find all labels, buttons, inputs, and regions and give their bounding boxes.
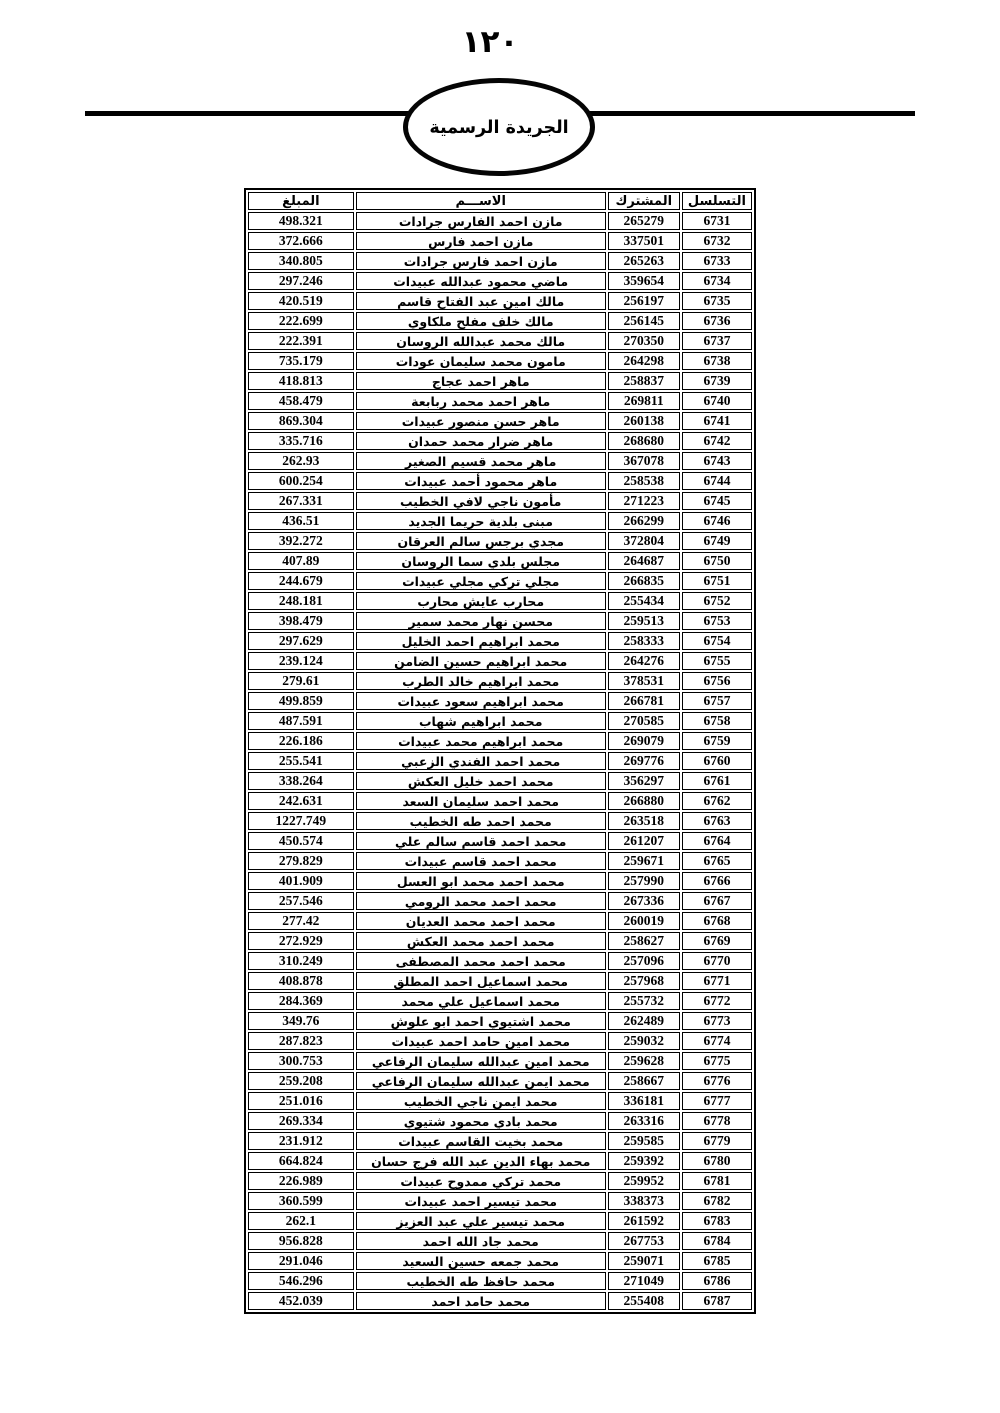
cell-name: محمد ابراهيم خالد الطرب: [356, 672, 606, 690]
cell-subscriber: 336181: [608, 1092, 680, 1110]
cell-serial: 6771: [682, 972, 752, 990]
table-row: [248, 992, 752, 1010]
table-row: [248, 212, 752, 230]
cell-name: ماهر ضرار محمد حمدان: [356, 432, 606, 450]
cell-amount: 272.929: [248, 932, 354, 950]
cell-name: محمد تيسير احمد عبيدات: [356, 1192, 606, 1210]
cell-serial: 6741: [682, 412, 752, 430]
cell-amount: 398.479: [248, 612, 354, 630]
cell-subscriber: 258333: [608, 632, 680, 650]
cell-serial: 6774: [682, 1032, 752, 1050]
cell-name: محمد احمد محمد ابو العسل: [356, 872, 606, 890]
table-row: [248, 1072, 752, 1090]
table-row: [248, 792, 752, 810]
cell-name: محمد اسماعيل احمد المطلق: [356, 972, 606, 990]
cell-subscriber: 260019: [608, 912, 680, 930]
table-row: [248, 1292, 752, 1310]
table-row: [248, 1132, 752, 1150]
cell-serial: 6739: [682, 372, 752, 390]
cell-subscriber: 259071: [608, 1252, 680, 1270]
cell-serial: 6776: [682, 1072, 752, 1090]
cell-amount: 242.631: [248, 792, 354, 810]
cell-name: مجدي برجس سالم العرقان: [356, 532, 606, 550]
cell-serial: 6752: [682, 592, 752, 610]
cell-subscriber: 256145: [608, 312, 680, 330]
cell-subscriber: 266781: [608, 692, 680, 710]
cell-subscriber: 255408: [608, 1292, 680, 1310]
table-row: [248, 712, 752, 730]
cell-subscriber: 258627: [608, 932, 680, 950]
cell-name: محمد ابراهيم سعود عبيدات: [356, 692, 606, 710]
gazette-seal: [403, 78, 595, 176]
cell-subscriber: 258837: [608, 372, 680, 390]
table-row: [248, 392, 752, 410]
cell-subscriber: 255434: [608, 592, 680, 610]
cell-name: محمد ابراهيم شهاب: [356, 712, 606, 730]
table-row: [248, 552, 752, 570]
cell-serial: 6769: [682, 932, 752, 950]
table-header-row: [248, 192, 752, 210]
cell-serial: 6782: [682, 1192, 752, 1210]
cell-serial: 6732: [682, 232, 752, 250]
table-row: [248, 832, 752, 850]
cell-name: محمد احمد طه الخطيب: [356, 812, 606, 830]
cell-name: محمد اسماعيل علي محمد: [356, 992, 606, 1010]
table-row: [248, 932, 752, 950]
cell-amount: 279.829: [248, 852, 354, 870]
table-row: [248, 872, 752, 890]
cell-amount: 297.246: [248, 272, 354, 290]
table-row: [248, 812, 752, 830]
table-row: [248, 312, 752, 330]
cell-name: محمد بادي محمود شتيوي: [356, 1112, 606, 1130]
cell-serial: 6762: [682, 792, 752, 810]
cell-amount: 262.93: [248, 452, 354, 470]
cell-name: محمد بهاء الدين عبد الله فرج حسان: [356, 1152, 606, 1170]
table-row: [248, 1152, 752, 1170]
cell-serial: 6754: [682, 632, 752, 650]
cell-name: محمد بخيت القاسم عبيدات: [356, 1132, 606, 1150]
table-row: [248, 532, 752, 550]
cell-subscriber: 259952: [608, 1172, 680, 1190]
table-row: [248, 632, 752, 650]
cell-amount: 287.823: [248, 1032, 354, 1050]
cell-name: ماهر حسن منصور عبيدات: [356, 412, 606, 430]
table-row: [248, 1172, 752, 1190]
table-row: [248, 772, 752, 790]
cell-subscriber: 270585: [608, 712, 680, 730]
cell-name: ماهر احمد عجاج: [356, 372, 606, 390]
cell-name: محمد جمعه حسين السعيد: [356, 1252, 606, 1270]
table-row: [248, 1112, 752, 1130]
cell-subscriber: 263316: [608, 1112, 680, 1130]
cell-amount: 277.42: [248, 912, 354, 930]
cell-serial: 6733: [682, 252, 752, 270]
table-row: [248, 612, 752, 630]
cell-subscriber: 257968: [608, 972, 680, 990]
cell-serial: 6770: [682, 952, 752, 970]
cell-amount: 420.519: [248, 292, 354, 310]
cell-subscriber: 367078: [608, 452, 680, 470]
cell-subscriber: 271223: [608, 492, 680, 510]
table-row: [248, 572, 752, 590]
cell-subscriber: 267336: [608, 892, 680, 910]
cell-amount: 284.369: [248, 992, 354, 1010]
cell-subscriber: 269811: [608, 392, 680, 410]
cell-serial: 6777: [682, 1092, 752, 1110]
cell-subscriber: 265279: [608, 212, 680, 230]
cell-serial: 6742: [682, 432, 752, 450]
cell-amount: 458.479: [248, 392, 354, 410]
cell-serial: 6764: [682, 832, 752, 850]
cell-amount: 664.824: [248, 1152, 354, 1170]
cell-name: محمد اشتيوي احمد ابو علوش: [356, 1012, 606, 1030]
cell-subscriber: 257096: [608, 952, 680, 970]
table-row: [248, 672, 752, 690]
cell-amount: 222.391: [248, 332, 354, 350]
cell-serial: 6755: [682, 652, 752, 670]
table-row: [248, 852, 752, 870]
cell-name: محمد امين حامد احمد عبيدات: [356, 1032, 606, 1050]
cell-subscriber: 266880: [608, 792, 680, 810]
cell-subscriber: 259671: [608, 852, 680, 870]
cell-subscriber: 265263: [608, 252, 680, 270]
cell-serial: 6743: [682, 452, 752, 470]
cell-amount: 401.909: [248, 872, 354, 890]
cell-serial: 6778: [682, 1112, 752, 1130]
table-row: [248, 1212, 752, 1230]
table-row: [248, 972, 752, 990]
cell-name: مازن احمد فارس: [356, 232, 606, 250]
cell-serial: 6738: [682, 352, 752, 370]
cell-amount: 239.124: [248, 652, 354, 670]
cell-amount: 418.813: [248, 372, 354, 390]
page-number: ١٢٠: [461, 24, 519, 60]
cell-serial: 6779: [682, 1132, 752, 1150]
cell-amount: 269.334: [248, 1112, 354, 1130]
cell-amount: 956.828: [248, 1232, 354, 1250]
cell-name: ماهر محمود أحمد عبيدات: [356, 472, 606, 490]
cell-amount: 869.304: [248, 412, 354, 430]
cell-subscriber: 260138: [608, 412, 680, 430]
table-row: [248, 1252, 752, 1270]
cell-subscriber: 258667: [608, 1072, 680, 1090]
cell-amount: 450.574: [248, 832, 354, 850]
table-row: [248, 372, 752, 390]
cell-name: محمد احمد الفندي الزعبي: [356, 752, 606, 770]
cell-name: محمد ايمن عبدالله سليمان الرفاعي: [356, 1072, 606, 1090]
cell-amount: 487.591: [248, 712, 354, 730]
cell-amount: 226.989: [248, 1172, 354, 1190]
cell-name: محمد تركي ممدوح عبيدات: [356, 1172, 606, 1190]
cell-subscriber: 266299: [608, 512, 680, 530]
cell-subscriber: 264276: [608, 652, 680, 670]
cell-serial: 6773: [682, 1012, 752, 1030]
cell-serial: 6744: [682, 472, 752, 490]
col-header-serial: التسلسل: [682, 192, 752, 210]
cell-amount: 735.179: [248, 352, 354, 370]
cell-amount: 392.272: [248, 532, 354, 550]
cell-subscriber: 262489: [608, 1012, 680, 1030]
cell-serial: 6746: [682, 512, 752, 530]
table-row: [248, 472, 752, 490]
cell-serial: 6760: [682, 752, 752, 770]
cell-subscriber: 271049: [608, 1272, 680, 1290]
table-row: [248, 1052, 752, 1070]
cell-name: مالك محمد عبدالله الروسان: [356, 332, 606, 350]
cell-amount: 436.51: [248, 512, 354, 530]
cell-serial: 6737: [682, 332, 752, 350]
table-row: [248, 272, 752, 290]
cell-amount: 297.629: [248, 632, 354, 650]
cell-amount: 546.296: [248, 1272, 354, 1290]
cell-amount: 251.016: [248, 1092, 354, 1110]
table-row: [248, 412, 752, 430]
table-row: [248, 232, 752, 250]
cell-serial: 6736: [682, 312, 752, 330]
cell-amount: 499.859: [248, 692, 354, 710]
cell-amount: 498.321: [248, 212, 354, 230]
table-row: [248, 652, 752, 670]
cell-name: محارب عايش محارب: [356, 592, 606, 610]
cell-serial: 6786: [682, 1272, 752, 1290]
table-body: [248, 212, 752, 1310]
cell-amount: 255.541: [248, 752, 354, 770]
cell-amount: 600.254: [248, 472, 354, 490]
cell-serial: 6763: [682, 812, 752, 830]
cell-serial: 6761: [682, 772, 752, 790]
table-row: [248, 752, 752, 770]
cell-amount: 244.679: [248, 572, 354, 590]
cell-serial: 6757: [682, 692, 752, 710]
cell-subscriber: 337501: [608, 232, 680, 250]
table-row: [248, 432, 752, 450]
cell-amount: 1227.749: [248, 812, 354, 830]
cell-serial: 6780: [682, 1152, 752, 1170]
cell-serial: 6758: [682, 712, 752, 730]
table-row: [248, 592, 752, 610]
cell-name: محمد جاد الله احمد: [356, 1232, 606, 1250]
cell-name: ماضي محمود عبدالله عبيدات: [356, 272, 606, 290]
cell-serial: 6756: [682, 672, 752, 690]
cell-serial: 6740: [682, 392, 752, 410]
cell-amount: 408.878: [248, 972, 354, 990]
table-row: [248, 292, 752, 310]
cell-name: محمد ابراهيم حسين الضامن: [356, 652, 606, 670]
cell-subscriber: 264298: [608, 352, 680, 370]
cell-name: مبنى بلدية حريما الجديد: [356, 512, 606, 530]
cell-amount: 360.599: [248, 1192, 354, 1210]
cell-amount: 222.699: [248, 312, 354, 330]
cell-subscriber: 259032: [608, 1032, 680, 1050]
cell-name: محمد احمد خليل العكش: [356, 772, 606, 790]
table-row: [248, 1192, 752, 1210]
cell-amount: 300.753: [248, 1052, 354, 1070]
cell-name: محمد ابراهيم احمد الخليل: [356, 632, 606, 650]
table-row: [248, 692, 752, 710]
cell-name: مالك خلف مفلح ملكاوي: [356, 312, 606, 330]
cell-serial: 6759: [682, 732, 752, 750]
cell-name: محمد احمد قاسم عبيدات: [356, 852, 606, 870]
cell-subscriber: 356297: [608, 772, 680, 790]
table-row: [248, 452, 752, 470]
cell-name: مجلي تركي مجلي عبيدات: [356, 572, 606, 590]
table-row: [248, 1092, 752, 1110]
cell-serial: 6775: [682, 1052, 752, 1070]
cell-serial: 6781: [682, 1172, 752, 1190]
cell-amount: 338.264: [248, 772, 354, 790]
gazette-title: الجريدة الرسمية: [429, 118, 569, 138]
cell-amount: 340.805: [248, 252, 354, 270]
cell-subscriber: 267753: [608, 1232, 680, 1250]
cell-name: محمد حافظ طه الخطيب: [356, 1272, 606, 1290]
cell-amount: 291.046: [248, 1252, 354, 1270]
cell-amount: 231.912: [248, 1132, 354, 1150]
cell-name: محمد احمد سليمان السعد: [356, 792, 606, 810]
cell-subscriber: 264687: [608, 552, 680, 570]
table-row: [248, 892, 752, 910]
cell-amount: 407.89: [248, 552, 354, 570]
cell-subscriber: 259513: [608, 612, 680, 630]
cell-amount: 267.331: [248, 492, 354, 510]
cell-subscriber: 372804: [608, 532, 680, 550]
cell-subscriber: 266835: [608, 572, 680, 590]
table-row: [248, 1272, 752, 1290]
cell-subscriber: 338373: [608, 1192, 680, 1210]
cell-name: محمد احمد قاسم سالم علي: [356, 832, 606, 850]
table-row: [248, 912, 752, 930]
col-header-subscriber: المشترك: [608, 192, 680, 210]
cell-name: ماهر احمد محمد ربابعة: [356, 392, 606, 410]
cell-subscriber: 255732: [608, 992, 680, 1010]
cell-subscriber: 359654: [608, 272, 680, 290]
cell-subscriber: 269776: [608, 752, 680, 770]
cell-name: مامون محمد سليمان عودات: [356, 352, 606, 370]
cell-name: محمد امين عبدالله سليمان الرفاعي: [356, 1052, 606, 1070]
cell-subscriber: 268680: [608, 432, 680, 450]
cell-name: مازن احمد فارس جرادات: [356, 252, 606, 270]
cell-subscriber: 259392: [608, 1152, 680, 1170]
cell-subscriber: 261207: [608, 832, 680, 850]
cell-amount: 310.249: [248, 952, 354, 970]
cell-serial: 6772: [682, 992, 752, 1010]
cell-subscriber: 269079: [608, 732, 680, 750]
table-row: [248, 252, 752, 270]
cell-serial: 6787: [682, 1292, 752, 1310]
cell-name: محمد احمد محمد المصطفى: [356, 952, 606, 970]
cell-serial: 6768: [682, 912, 752, 930]
cell-amount: 226.186: [248, 732, 354, 750]
cell-name: محمد حامد احمد: [356, 1292, 606, 1310]
cell-serial: 6765: [682, 852, 752, 870]
cell-subscriber: 263518: [608, 812, 680, 830]
cell-serial: 6745: [682, 492, 752, 510]
subscribers-table: [244, 188, 756, 1314]
cell-serial: 6766: [682, 872, 752, 890]
cell-serial: 6784: [682, 1232, 752, 1250]
cell-amount: 257.546: [248, 892, 354, 910]
table-row: [248, 1232, 752, 1250]
cell-name: محمد ايمن ناجي الخطيب: [356, 1092, 606, 1110]
table-row: [248, 492, 752, 510]
cell-serial: 6751: [682, 572, 752, 590]
cell-serial: 6783: [682, 1212, 752, 1230]
cell-subscriber: 378531: [608, 672, 680, 690]
table-row: [248, 352, 752, 370]
cell-subscriber: 270350: [608, 332, 680, 350]
col-header-name: الاســـم: [356, 192, 606, 210]
cell-serial: 6767: [682, 892, 752, 910]
cell-name: مالك امين عبد الفتاح قاسم: [356, 292, 606, 310]
cell-serial: 6749: [682, 532, 752, 550]
cell-name: محمد تيسير علي عبد العزيز: [356, 1212, 606, 1230]
table-row: [248, 1032, 752, 1050]
cell-subscriber: 257990: [608, 872, 680, 890]
table-row: [248, 952, 752, 970]
cell-serial: 6735: [682, 292, 752, 310]
table-row: [248, 732, 752, 750]
cell-name: ماهر محمد قسيم الصغير: [356, 452, 606, 470]
cell-amount: 452.039: [248, 1292, 354, 1310]
cell-name: مأمون ناجي لافي الخطيب: [356, 492, 606, 510]
cell-name: محمد احمد محمد العكش: [356, 932, 606, 950]
cell-name: مجلس بلدي سما الروسان: [356, 552, 606, 570]
cell-name: مازن احمد الفارس جرادات: [356, 212, 606, 230]
cell-amount: 248.181: [248, 592, 354, 610]
cell-amount: 335.716: [248, 432, 354, 450]
table-row: [248, 1012, 752, 1030]
cell-amount: 262.1: [248, 1212, 354, 1230]
cell-serial: 6734: [682, 272, 752, 290]
cell-serial: 6753: [682, 612, 752, 630]
cell-serial: 6731: [682, 212, 752, 230]
cell-serial: 6750: [682, 552, 752, 570]
table-row: [248, 332, 752, 350]
cell-amount: 349.76: [248, 1012, 354, 1030]
cell-amount: 372.666: [248, 232, 354, 250]
table-row: [248, 512, 752, 530]
subscribers-table-wrap: [244, 188, 756, 1314]
cell-name: محسن نهار محمد سمير: [356, 612, 606, 630]
cell-amount: 259.208: [248, 1072, 354, 1090]
cell-subscriber: 261592: [608, 1212, 680, 1230]
cell-serial: 6785: [682, 1252, 752, 1270]
cell-subscriber: 259628: [608, 1052, 680, 1070]
col-header-amount: المبلغ: [248, 192, 354, 210]
cell-subscriber: 258538: [608, 472, 680, 490]
cell-subscriber: 256197: [608, 292, 680, 310]
cell-name: محمد احمد محمد الرومي: [356, 892, 606, 910]
cell-subscriber: 259585: [608, 1132, 680, 1150]
cell-name: محمد ابراهيم محمد عبيدات: [356, 732, 606, 750]
cell-amount: 279.61: [248, 672, 354, 690]
cell-name: محمد احمد محمد العديان: [356, 912, 606, 930]
